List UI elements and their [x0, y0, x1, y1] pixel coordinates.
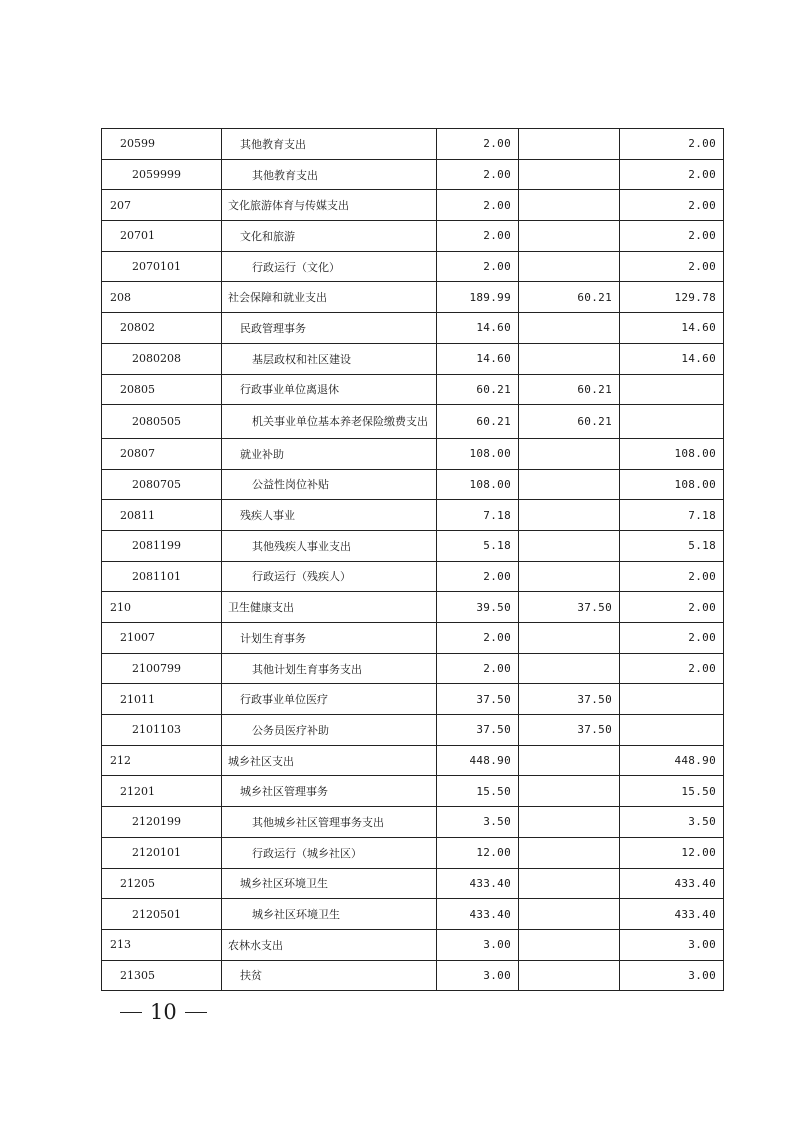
project-expenditure-cell — [620, 374, 724, 405]
table-row — [102, 251, 724, 282]
table-row — [102, 469, 724, 500]
table-row — [102, 653, 724, 684]
total-amount-cell: 108.00 — [437, 469, 519, 500]
page-number: 10 — [150, 1000, 177, 1024]
basic-expenditure-cell — [519, 899, 620, 930]
project-expenditure-cell: 2.00 — [620, 592, 724, 623]
total-amount-cell: 189.99 — [437, 282, 519, 313]
total-amount-cell: 2.00 — [437, 129, 519, 160]
table-row — [102, 374, 724, 405]
account-name-cell: 公益性岗位补贴 — [222, 469, 437, 500]
account-name-cell: 行政运行（城乡社区） — [222, 837, 437, 868]
table-row — [102, 530, 724, 561]
project-expenditure-cell: 129.78 — [620, 282, 724, 313]
table-row — [102, 745, 724, 776]
table-row — [102, 313, 724, 344]
account-code-cell: 2101103 — [102, 715, 222, 746]
project-expenditure-cell: 2.00 — [620, 623, 724, 654]
basic-expenditure-cell: 60.21 — [519, 282, 620, 313]
table-row — [102, 500, 724, 531]
budget-table — [101, 128, 724, 991]
basic-expenditure-cell: 37.50 — [519, 592, 620, 623]
account-code-cell: 2080208 — [102, 343, 222, 374]
table-row — [102, 837, 724, 868]
account-name-cell: 行政运行（残疾人） — [222, 561, 437, 592]
budget-table-body — [102, 129, 724, 991]
project-expenditure-cell: 14.60 — [620, 343, 724, 374]
account-name-cell: 文化旅游体育与传媒支出 — [222, 190, 437, 221]
account-code-cell: 212 — [102, 745, 222, 776]
basic-expenditure-cell — [519, 438, 620, 469]
basic-expenditure-cell — [519, 868, 620, 899]
table-row — [102, 592, 724, 623]
project-expenditure-cell: 3.50 — [620, 807, 724, 838]
table-row — [102, 405, 724, 439]
basic-expenditure-cell — [519, 129, 620, 160]
total-amount-cell: 37.50 — [437, 684, 519, 715]
account-name-cell: 计划生育事务 — [222, 623, 437, 654]
total-amount-cell: 2.00 — [437, 190, 519, 221]
basic-expenditure-cell — [519, 159, 620, 190]
account-code-cell: 20802 — [102, 313, 222, 344]
project-expenditure-cell: 12.00 — [620, 837, 724, 868]
account-name-cell: 扶贫 — [222, 960, 437, 991]
account-name-cell: 城乡社区管理事务 — [222, 776, 437, 807]
basic-expenditure-cell — [519, 745, 620, 776]
project-expenditure-cell — [620, 715, 724, 746]
account-name-cell: 城乡社区支出 — [222, 745, 437, 776]
account-code-cell: 2080505 — [102, 405, 222, 439]
basic-expenditure-cell — [519, 807, 620, 838]
table-row — [102, 129, 724, 160]
account-name-cell: 农林水支出 — [222, 929, 437, 960]
table-row — [102, 623, 724, 654]
account-name-cell: 卫生健康支出 — [222, 592, 437, 623]
basic-expenditure-cell — [519, 313, 620, 344]
project-expenditure-cell: 2.00 — [620, 129, 724, 160]
total-amount-cell: 108.00 — [437, 438, 519, 469]
basic-expenditure-cell — [519, 929, 620, 960]
account-code-cell: 2081101 — [102, 561, 222, 592]
account-code-cell: 2100799 — [102, 653, 222, 684]
basic-expenditure-cell — [519, 960, 620, 991]
table-row — [102, 807, 724, 838]
account-code-cell: 20811 — [102, 500, 222, 531]
table-row — [102, 960, 724, 991]
basic-expenditure-cell — [519, 530, 620, 561]
account-code-cell: 210 — [102, 592, 222, 623]
footer-dash-right — [185, 1012, 207, 1013]
project-expenditure-cell: 15.50 — [620, 776, 724, 807]
account-name-cell: 社会保障和就业支出 — [222, 282, 437, 313]
account-code-cell: 2080705 — [102, 469, 222, 500]
total-amount-cell: 433.40 — [437, 899, 519, 930]
table-row — [102, 868, 724, 899]
total-amount-cell: 433.40 — [437, 868, 519, 899]
account-code-cell: 20805 — [102, 374, 222, 405]
basic-expenditure-cell: 60.21 — [519, 374, 620, 405]
account-name-cell: 民政管理事务 — [222, 313, 437, 344]
account-code-cell: 20807 — [102, 438, 222, 469]
project-expenditure-cell: 433.40 — [620, 868, 724, 899]
project-expenditure-cell: 108.00 — [620, 438, 724, 469]
total-amount-cell: 3.00 — [437, 929, 519, 960]
account-code-cell: 2070101 — [102, 251, 222, 282]
total-amount-cell: 2.00 — [437, 623, 519, 654]
project-expenditure-cell: 2.00 — [620, 190, 724, 221]
account-name-cell: 城乡社区环境卫生 — [222, 899, 437, 930]
total-amount-cell: 2.00 — [437, 561, 519, 592]
basic-expenditure-cell — [519, 343, 620, 374]
account-code-cell: 21007 — [102, 623, 222, 654]
basic-expenditure-cell: 37.50 — [519, 684, 620, 715]
total-amount-cell: 7.18 — [437, 500, 519, 531]
project-expenditure-cell: 108.00 — [620, 469, 724, 500]
project-expenditure-cell: 2.00 — [620, 251, 724, 282]
account-code-cell: 21201 — [102, 776, 222, 807]
account-code-cell: 2059999 — [102, 159, 222, 190]
total-amount-cell: 2.00 — [437, 159, 519, 190]
basic-expenditure-cell: 60.21 — [519, 405, 620, 439]
total-amount-cell: 15.50 — [437, 776, 519, 807]
table-row — [102, 776, 724, 807]
account-code-cell: 20599 — [102, 129, 222, 160]
account-name-cell: 其他教育支出 — [222, 129, 437, 160]
table-row — [102, 561, 724, 592]
table-row — [102, 684, 724, 715]
account-name-cell: 就业补助 — [222, 438, 437, 469]
table-row — [102, 282, 724, 313]
basic-expenditure-cell — [519, 469, 620, 500]
project-expenditure-cell — [620, 405, 724, 439]
basic-expenditure-cell — [519, 653, 620, 684]
total-amount-cell: 2.00 — [437, 221, 519, 252]
basic-expenditure-cell — [519, 561, 620, 592]
table-row — [102, 929, 724, 960]
basic-expenditure-cell — [519, 500, 620, 531]
total-amount-cell: 14.60 — [437, 313, 519, 344]
project-expenditure-cell: 3.00 — [620, 929, 724, 960]
total-amount-cell: 37.50 — [437, 715, 519, 746]
basic-expenditure-cell — [519, 190, 620, 221]
account-code-cell: 208 — [102, 282, 222, 313]
total-amount-cell: 14.60 — [437, 343, 519, 374]
account-code-cell: 21205 — [102, 868, 222, 899]
account-name-cell: 公务员医疗补助 — [222, 715, 437, 746]
account-name-cell: 行政运行（文化） — [222, 251, 437, 282]
project-expenditure-cell: 2.00 — [620, 653, 724, 684]
table-row — [102, 343, 724, 374]
total-amount-cell: 39.50 — [437, 592, 519, 623]
account-code-cell: 21011 — [102, 684, 222, 715]
account-code-cell: 21305 — [102, 960, 222, 991]
project-expenditure-cell: 433.40 — [620, 899, 724, 930]
account-code-cell: 20701 — [102, 221, 222, 252]
account-name-cell: 机关事业单位基本养老保险缴费支出 — [222, 405, 437, 439]
footer-dash-left — [120, 1012, 142, 1013]
project-expenditure-cell: 2.00 — [620, 561, 724, 592]
account-name-cell: 基层政权和社区建设 — [222, 343, 437, 374]
account-code-cell: 2120101 — [102, 837, 222, 868]
account-name-cell: 残疾人事业 — [222, 500, 437, 531]
account-code-cell: 2081199 — [102, 530, 222, 561]
basic-expenditure-cell — [519, 221, 620, 252]
basic-expenditure-cell — [519, 776, 620, 807]
total-amount-cell: 3.00 — [437, 960, 519, 991]
table-row — [102, 438, 724, 469]
total-amount-cell: 2.00 — [437, 653, 519, 684]
total-amount-cell: 3.50 — [437, 807, 519, 838]
account-name-cell: 其他教育支出 — [222, 159, 437, 190]
account-name-cell: 行政事业单位离退休 — [222, 374, 437, 405]
page-footer — [120, 1000, 207, 1024]
account-name-cell: 城乡社区环境卫生 — [222, 868, 437, 899]
project-expenditure-cell: 7.18 — [620, 500, 724, 531]
table-row — [102, 221, 724, 252]
account-name-cell: 其他计划生育事务支出 — [222, 653, 437, 684]
table-row — [102, 190, 724, 221]
table-row — [102, 715, 724, 746]
account-name-cell: 其他城乡社区管理事务支出 — [222, 807, 437, 838]
total-amount-cell: 60.21 — [437, 374, 519, 405]
account-code-cell: 213 — [102, 929, 222, 960]
total-amount-cell: 5.18 — [437, 530, 519, 561]
total-amount-cell: 2.00 — [437, 251, 519, 282]
basic-expenditure-cell — [519, 623, 620, 654]
project-expenditure-cell: 2.00 — [620, 159, 724, 190]
account-name-cell: 行政事业单位医疗 — [222, 684, 437, 715]
project-expenditure-cell: 2.00 — [620, 221, 724, 252]
account-code-cell: 2120501 — [102, 899, 222, 930]
total-amount-cell: 448.90 — [437, 745, 519, 776]
total-amount-cell: 12.00 — [437, 837, 519, 868]
account-code-cell: 2120199 — [102, 807, 222, 838]
account-name-cell: 文化和旅游 — [222, 221, 437, 252]
account-code-cell: 207 — [102, 190, 222, 221]
project-expenditure-cell: 14.60 — [620, 313, 724, 344]
total-amount-cell: 60.21 — [437, 405, 519, 439]
project-expenditure-cell: 3.00 — [620, 960, 724, 991]
project-expenditure-cell — [620, 684, 724, 715]
basic-expenditure-cell — [519, 837, 620, 868]
project-expenditure-cell: 5.18 — [620, 530, 724, 561]
basic-expenditure-cell: 37.50 — [519, 715, 620, 746]
project-expenditure-cell: 448.90 — [620, 745, 724, 776]
table-row — [102, 159, 724, 190]
basic-expenditure-cell — [519, 251, 620, 282]
account-name-cell: 其他残疾人事业支出 — [222, 530, 437, 561]
table-row — [102, 899, 724, 930]
